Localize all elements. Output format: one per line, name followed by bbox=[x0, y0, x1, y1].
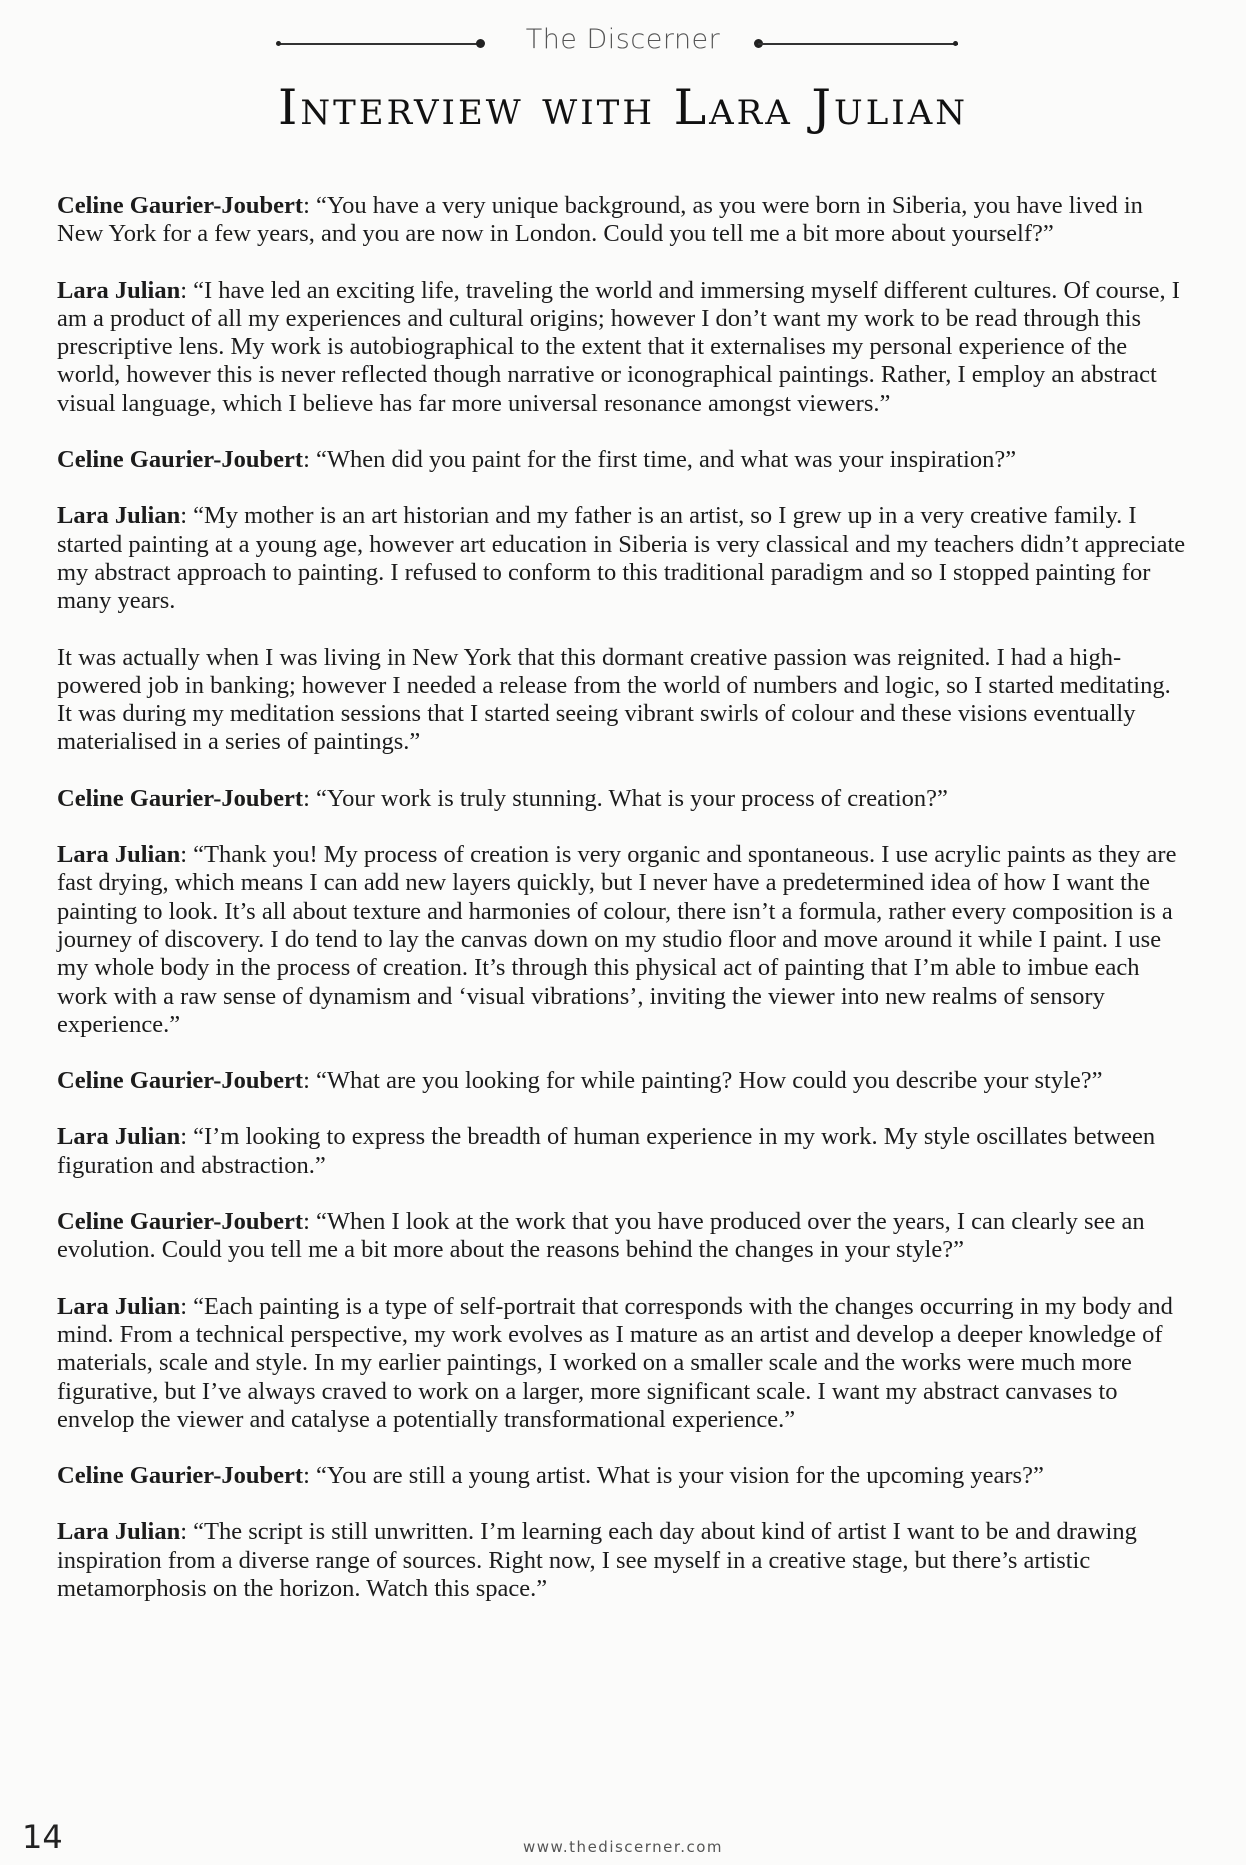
speaker-name: Lara Julian bbox=[57, 502, 181, 530]
interview-paragraph bbox=[57, 446, 1187, 474]
speaker-name: Lara Julian bbox=[57, 276, 181, 304]
paragraph-text: : “I have led an exciting life, traveling the world and immersing myself different cultures. Of course, I am a product of all my experiences and cultural origins; however I don’t want my work to be read through this prescriptive lens. My work is autobiographical to the extent that it externalises my personal experience of the world, however this is never reflected though narrative or iconographical paintings. Rather, I employ an abstract visual language, which I believe has far more universal resonance amongst viewers.” bbox=[57, 276, 1180, 417]
paragraph-text: : “I’m looking to express the breadth of human experience in my work. My style oscillates between figuration and abstraction.” bbox=[57, 1123, 1156, 1179]
speaker-name: Lara Julian bbox=[57, 841, 181, 869]
page-header bbox=[0, 24, 1246, 64]
speaker-name: Celine Gaurier-Joubert bbox=[57, 784, 304, 812]
paragraph-text: : “Your work is truly stunning. What is your process of creation?” bbox=[303, 784, 948, 812]
paragraph-text: It was actually when I was living in New York that this dormant creative passion was reignited. I had a high-powered job in banking; however I needed a release from the world of numbers and logic, so I started meditating. It was during my meditation sessions that I started seeing vibrant swirls of colour and these visions eventually materialised in a series of paintings.” bbox=[57, 643, 1171, 756]
paragraph-text: : “You have a very unique background, as you were born in Siberia, you have lived in New York for a few years, and you are now in London. Could you tell me a bit more about yourself?” bbox=[57, 192, 1143, 248]
header-right-outer-dot bbox=[953, 41, 958, 46]
paragraph-text: : “When did you paint for the first time, and what was your inspiration?” bbox=[303, 446, 1017, 474]
paragraph-text: : “Thank you! My process of creation is very organic and spontaneous. I use acrylic paints as they are fast drying, which means I can add new layers quickly, but I never have a predetermined idea of how I want the painting to look. It’s all about texture and harmonies of colour, there isn’t a formula, rather every composition is a journey of discovery. I do tend to lay the canvas down on my studio floor and move around it while I paint. I use my whole body in the process of creation. It’s through this physical act of painting that I’m able to imbue each work with a raw sense of dynamism and ‘visual vibrations’, inviting the viewer into new realms of sensory experience.” bbox=[57, 841, 1177, 1038]
interview-paragraph bbox=[57, 1123, 1187, 1180]
interview-paragraph bbox=[57, 841, 1187, 1039]
paragraph-text: : “What are you looking for while painting? How could you describe your style?” bbox=[303, 1067, 1103, 1095]
interview-paragraph bbox=[57, 1518, 1187, 1603]
speaker-name: Celine Gaurier-Joubert bbox=[57, 1067, 304, 1095]
header-right-rule bbox=[758, 43, 958, 45]
speaker-name: Lara Julian bbox=[57, 1292, 181, 1320]
speaker-name: Lara Julian bbox=[57, 1123, 181, 1151]
interview-paragraph bbox=[57, 644, 1187, 757]
interview-paragraph bbox=[57, 785, 1187, 813]
interview-paragraph bbox=[57, 1067, 1187, 1095]
speaker-name: Celine Gaurier-Joubert bbox=[57, 1462, 304, 1490]
interview-paragraph bbox=[57, 1462, 1187, 1490]
interview-paragraph bbox=[57, 502, 1187, 615]
footer-website: www.thediscerner.com bbox=[522, 1838, 724, 1856]
speaker-name: Celine Gaurier-Joubert bbox=[57, 1208, 304, 1236]
speaker-name: Celine Gaurier-Joubert bbox=[57, 192, 304, 219]
page-number: 14 bbox=[22, 1818, 63, 1856]
interview-paragraph bbox=[57, 1293, 1187, 1434]
article-title: Interview with Lara Julian bbox=[277, 79, 969, 136]
paragraph-text: : “When I look at the work that you have produced over the years, I can clearly see an evolution. Could you tell me a bit more about the reasons behind the changes in your style?” bbox=[57, 1208, 1145, 1264]
paragraph-text: : “You are still a young artist. What is your vision for the upcoming years?” bbox=[303, 1462, 1044, 1490]
speaker-name: Celine Gaurier-Joubert bbox=[57, 446, 304, 474]
interview-paragraph bbox=[57, 192, 1187, 249]
publication-name: The Discerner bbox=[525, 24, 721, 55]
paragraph-text: : “My mother is an art historian and my father is an artist, so I grew up in a very creative family. I started painting at a young age, however art education in Siberia is very classical and my teachers didn’t appreciate my abstract approach to painting. I refused to conform to this traditional paradigm and so I stopped painting for many years. bbox=[57, 502, 1186, 615]
speaker-name: Lara Julian bbox=[57, 1518, 181, 1546]
paragraph-text: : “The script is still unwritten. I’m learning each day about kind of artist I want to be and drawing inspiration from a diverse range of sources. Right now, I see myself in a creative stage, but there’s artistic metamorphosis on the horizon. Watch this space.” bbox=[57, 1518, 1137, 1602]
interview-body bbox=[57, 192, 1187, 1631]
interview-paragraph bbox=[57, 277, 1187, 418]
paragraph-text: : “Each painting is a type of self-portrait that corresponds with the changes occurring in my body and mind. From a technical perspective, my work evolves as I mature as an artist and develop a deeper knowledge of materials, scale and style. In my earlier paintings, I worked on a smaller scale and the works were much more figurative, but I’ve always craved to work on a larger, more significant scale. I want my abstract canvases to envelop the viewer and catalyse a potentially transformational experience.” bbox=[57, 1292, 1173, 1433]
interview-paragraph bbox=[57, 1208, 1187, 1265]
